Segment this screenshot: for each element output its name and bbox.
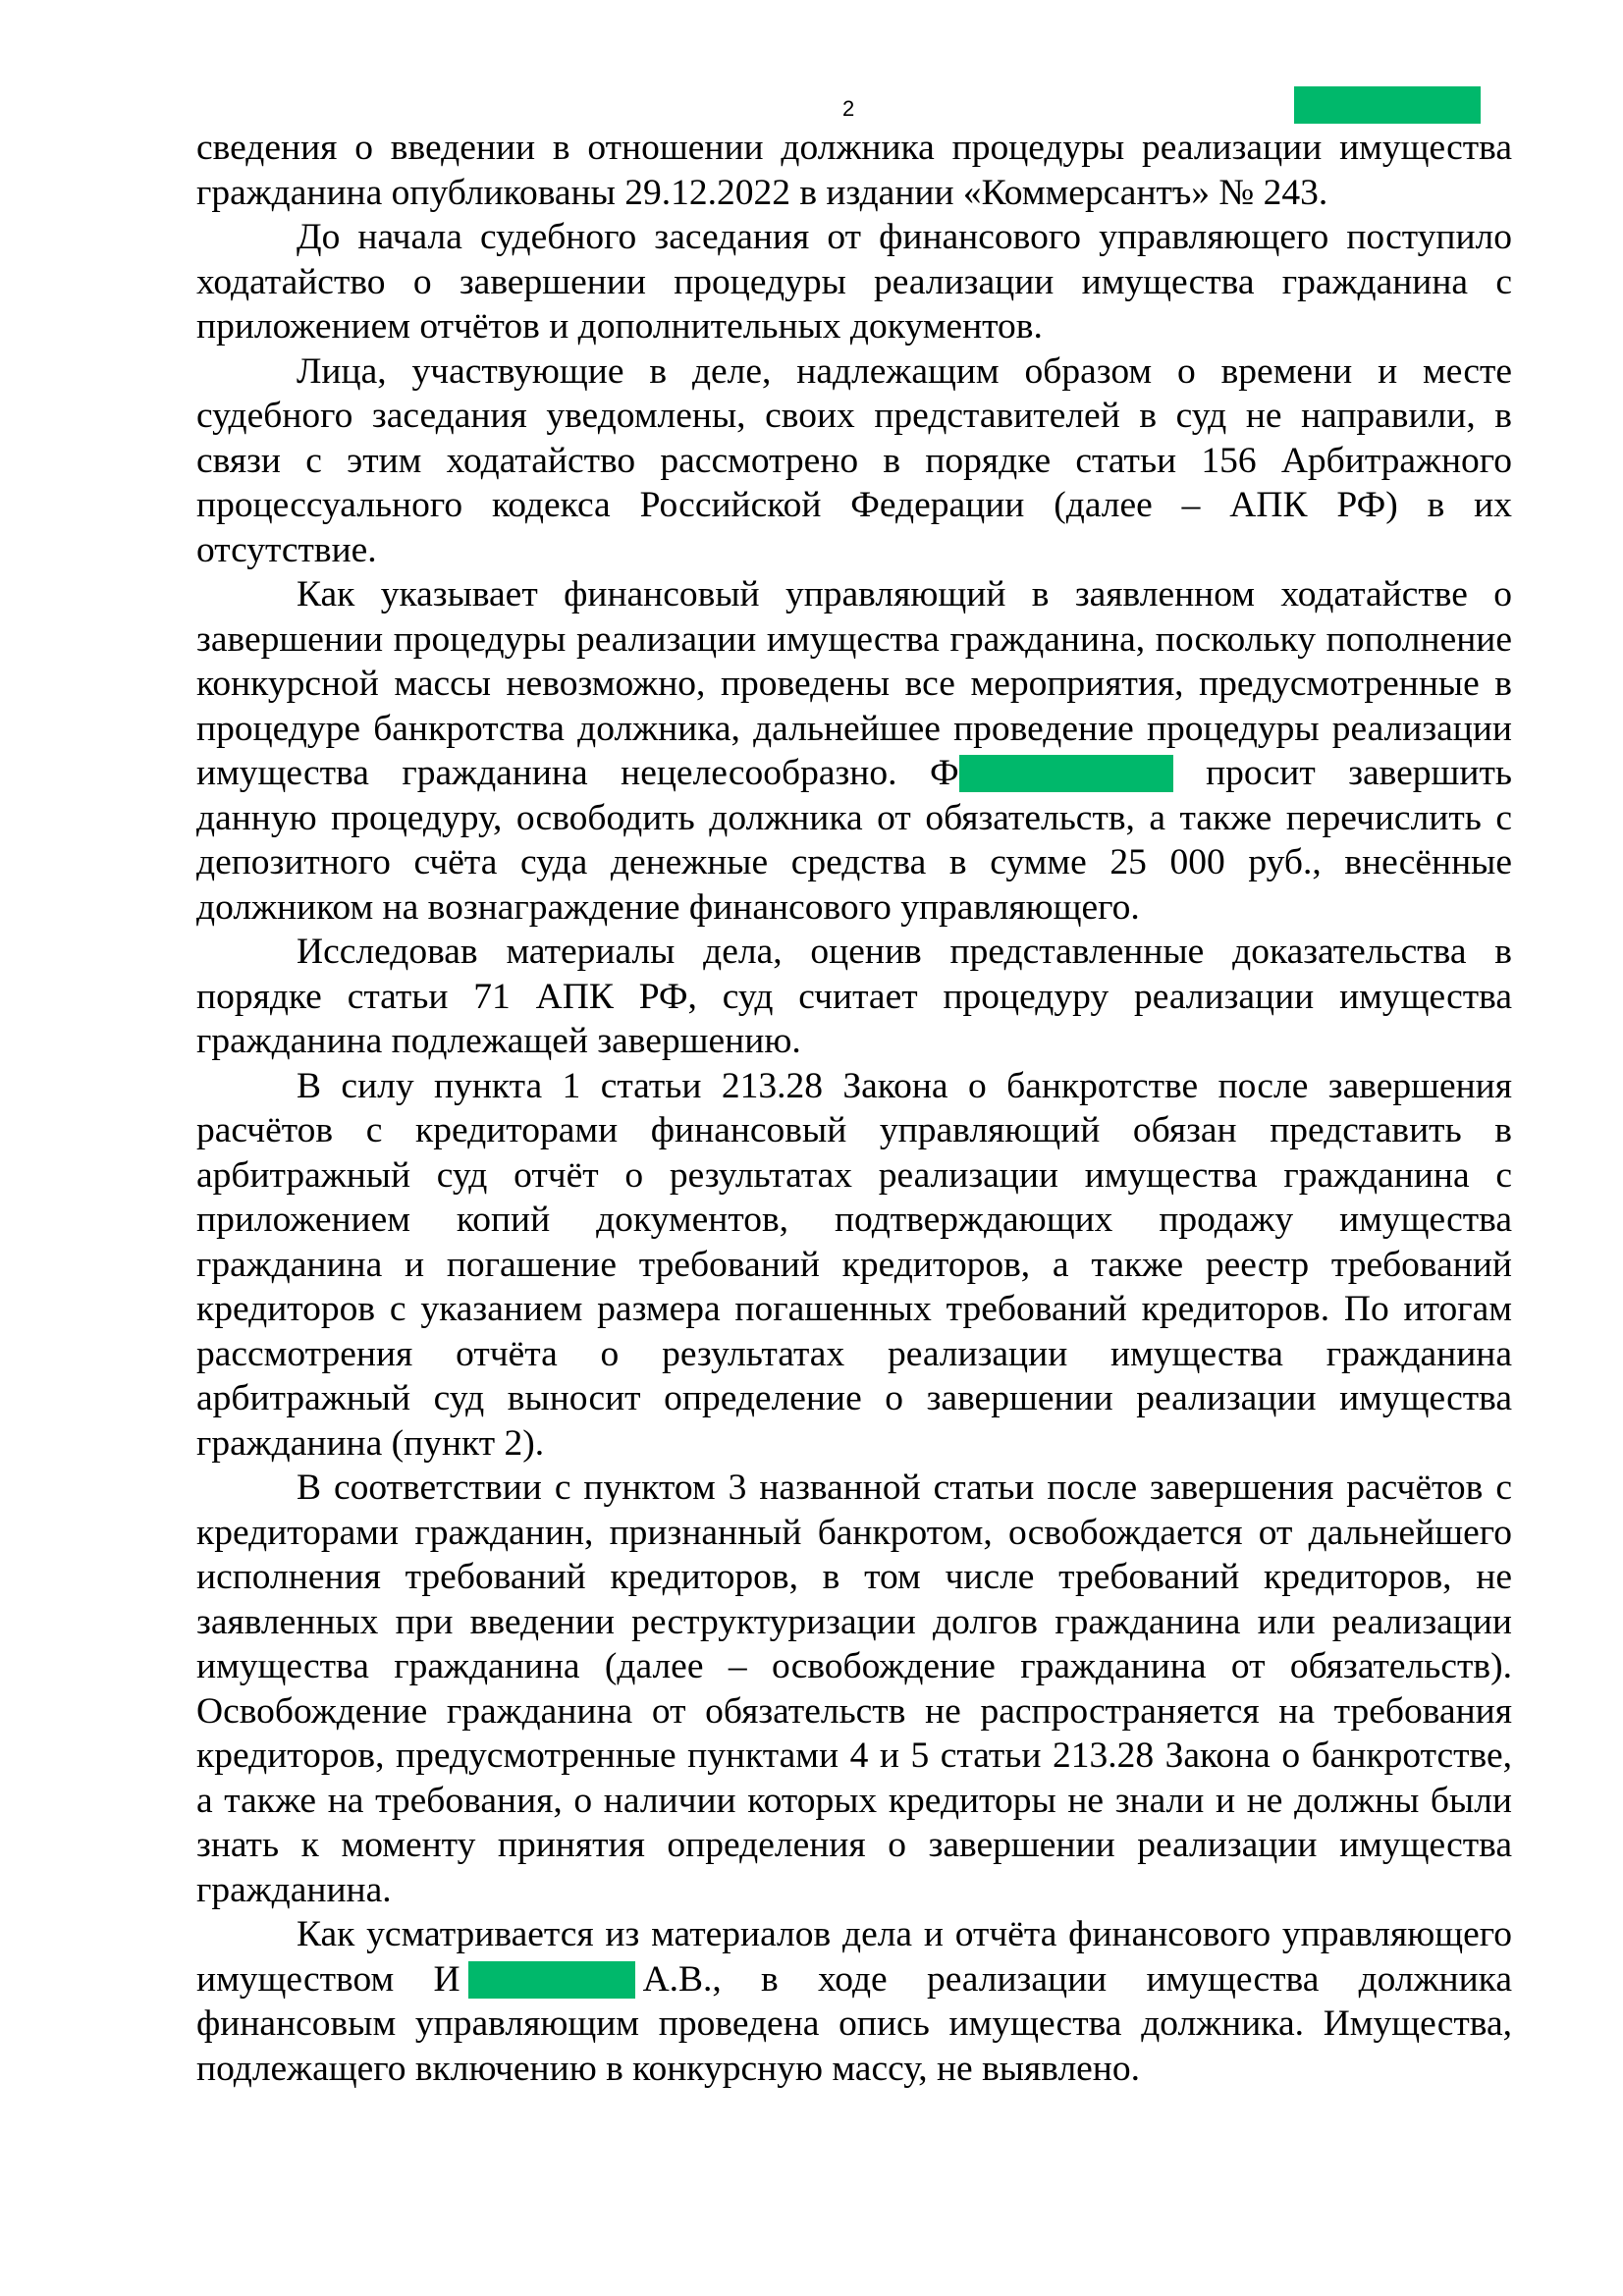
paragraph-1: сведения о введении в отношении должника процедуры реализации имущества гражданина опубликованы 29.12.2022 в издании «Коммерсантъ» № 243.: [196, 128, 1512, 213]
paragraph-4-part-2: просит завершить данную процедуру, освободить должника от обязательств, а также перечислить с депозитного счёта суда денежные средства в сумме 25 000 руб., внесённые должником на вознаграждение финансового управляющего.: [196, 753, 1512, 928]
paragraph-6: В силу пункта 1 статьи 213.28 Закона о банкротстве после завершения расчётов с кредиторами финансовый управляющий обязан представить в арбитражный суд отчёт о результатах реализации имущества гражданина с приложением копий документов, подтверждающих продажу имущества гражданина и погашение требований кредиторов, а также реестр требований кредиторов с указанием размера погашенных требований кредиторов. По итогам рассмотрения отчёта о результатах реализации имущества гражданина арбитражный суд выносит определение о завершении реализации имущества гражданина (пункт 2).: [196, 1065, 1512, 1464]
document-body: [196, 126, 1512, 2091]
paragraph-3: Лица, участвующие в деле, надлежащим образом о времени и месте судебного заседания уведомлены, своих представителей в суд не направили, в связи с этим ходатайство рассмотрено в порядке статьи 156 Арбитражного процессуального кодекса Российской Федерации (далее – АПК РФ) в их отсутствие.: [196, 350, 1512, 570]
redaction-block: [1294, 86, 1481, 124]
paragraph-5: Исследовав материалы дела, оценив представленные доказательства в порядке статьи 71 АПК РФ, суд считает процедуру реализации имущества гражданина подлежащей завершению.: [196, 932, 1512, 1061]
paragraph-8-part-1: Как усматривается из материалов дела и отчёта финансового управляющего имуществом И: [196, 1914, 1512, 2000]
paragraph-7: В соответствии с пунктом 3 названной статьи после завершения расчётов с кредиторами гражданин, признанный банкротом, освобождается от дальнейшего исполнения требований кредиторов, в том числе требований кредиторов, не заявленных при введении реструктуризации долгов гражданина или реализации имущества гражданина (далее – освобождение гражданина от обязательств). Освобождение гражданина от обязательств не распространяется на требования кредиторов, предусмотренные пунктами 4 и 5 статьи 213.28 Закона о банкротстве, а также на требования, о наличии которых кредиторы не знали и не должны были знать к моменту принятия определения о завершении реализации имущества гражданина.: [196, 1468, 1512, 1910]
paragraph-2: До начала судебного заседания от финансового управляющего поступило ходатайство о завершении процедуры реализации имущества гражданина с приложением отчётов и дополнительных документов.: [196, 217, 1512, 347]
page-number: 2: [842, 96, 855, 121]
redaction-block: [468, 1961, 635, 1999]
paragraph-8: [196, 1912, 1512, 2091]
redaction-block: [959, 755, 1173, 792]
paragraph-8-part-2: А.В., в ходе реализации имущества должника финансовым управляющим проведена опись имущества должника. Имущества, подлежащего включению в конкурсную массу, не выявлено.: [196, 1958, 1512, 2089]
paragraph-4: [196, 572, 1512, 930]
paragraph-4-part-1: Как указывает финансовый управляющий в заявленном ходатайстве о завершении процедуры реализации имущества гражданина, поскольку пополнение конкурсной массы невозможно, проведены все мероприятия, предусмотренные в процедуре банкротства должника, дальнейшее проведение процедуры реализации имущества гражданина нецелесообразно. Ф: [196, 574, 1512, 793]
